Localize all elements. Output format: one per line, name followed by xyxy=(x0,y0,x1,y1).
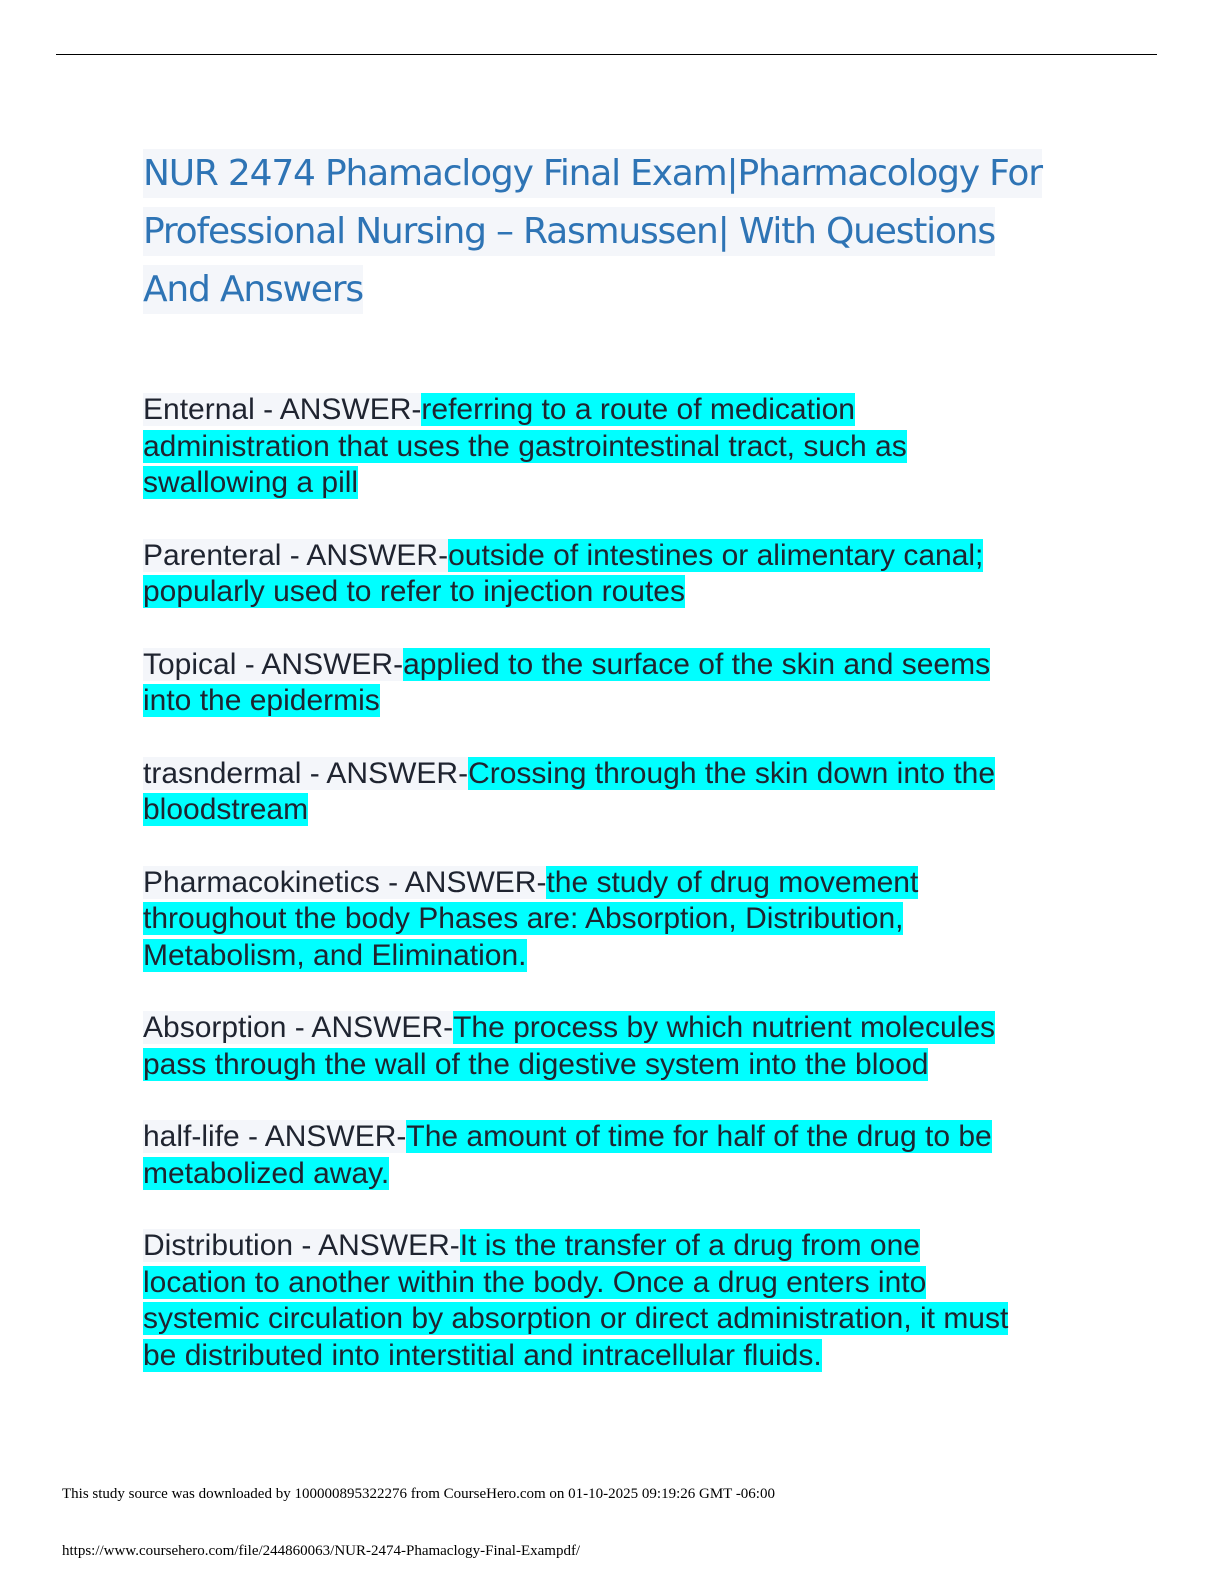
qa-term: Distribution - ANSWER- xyxy=(143,1229,460,1262)
answer-line: metabolized away. xyxy=(143,1156,390,1190)
answer-line: applied to the surface of the skin and seems xyxy=(403,647,991,681)
qa-item-transdermal xyxy=(143,756,1083,829)
qa-term: Parenteral - ANSWER- xyxy=(143,538,449,572)
answer-line: location to another within the body. Once a drug enters into xyxy=(143,1265,927,1299)
answer-line: bloodstream xyxy=(143,793,309,826)
answer-line: the study of drug movement xyxy=(546,865,919,899)
footer-url: https://www.coursehero.com/file/244860063/NUR-2474-Phamaclogy-Final-Exampdf/ xyxy=(62,1543,581,1559)
answer-line: The amount of time for half of the drug to be xyxy=(406,1120,992,1153)
answer-line: swallowing a pill xyxy=(143,466,359,499)
answer-line: It is the transfer of a drug from one xyxy=(459,1229,920,1262)
answer-line: administration that uses the gastrointestinal tract, such as xyxy=(143,429,907,463)
qa-term: Enternal - ANSWER- xyxy=(143,393,422,426)
footer-source-text: This study source was downloaded by 100000895322276 from CourseHero.com on 01-10-2025 09:19:26 GMT -06:00 xyxy=(62,1486,775,1502)
qa-list xyxy=(143,392,1083,1410)
answer-line: into the epidermis xyxy=(143,684,380,717)
qa-term: half-life - ANSWER- xyxy=(143,1120,407,1153)
answer-line: popularly used to refer to injection routes xyxy=(143,575,685,608)
answer-line: pass through the wall of the digestive system into the blood xyxy=(143,1047,929,1081)
document-title xyxy=(143,145,1083,319)
answer-line: The process by which nutrient molecules xyxy=(453,1011,996,1044)
answer-line: Metabolism, and Elimination. xyxy=(143,938,527,972)
qa-term: Absorption - ANSWER- xyxy=(143,1011,454,1044)
answer-line: Crossing through the skin down into the xyxy=(468,756,996,790)
answer-line: outside of intestines or alimentary canal; xyxy=(448,538,984,572)
qa-item-parenteral xyxy=(143,538,1083,611)
qa-term: trasndermal - ANSWER- xyxy=(143,756,469,790)
qa-item-topical xyxy=(143,647,1083,720)
answer-line: systemic circulation by absorption or direct administration, it must xyxy=(143,1302,1009,1335)
qa-item-absorption xyxy=(143,1010,1083,1083)
qa-item-pharmacokinetics xyxy=(143,865,1083,975)
title-line: And Answers xyxy=(143,265,363,314)
title-line: Professional Nursing – Rasmussen| With Questions xyxy=(143,207,995,256)
qa-item-enternal xyxy=(143,392,1083,502)
title-line: NUR 2474 Phamaclogy Final Exam|Pharmacology For xyxy=(143,149,1042,198)
answer-line: referring to a route of medication xyxy=(421,393,855,426)
qa-term: Topical - ANSWER- xyxy=(143,647,404,681)
answer-line: be distributed into interstitial and intracellular fluids. xyxy=(143,1338,822,1372)
qa-item-distribution xyxy=(143,1228,1083,1374)
answer-line: throughout the body Phases are: Absorption, Distribution, xyxy=(143,902,904,935)
qa-term: Pharmacokinetics - ANSWER- xyxy=(143,865,547,899)
qa-item-half-life xyxy=(143,1119,1083,1192)
header-rule xyxy=(56,54,1157,55)
